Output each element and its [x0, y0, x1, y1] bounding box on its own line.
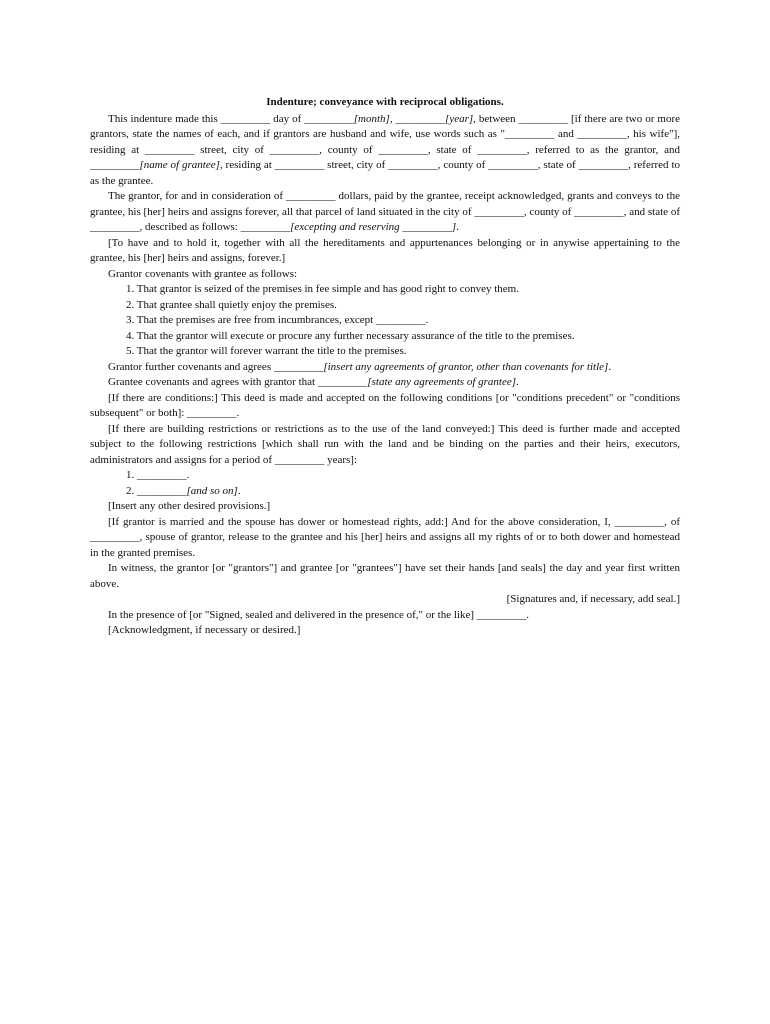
covenant-item: 4. That the grantor will execute or procure any further necessary assurance of the title to the premises. [126, 329, 575, 342]
covenant-item: 2. That grantee shall quietly enjoy the premises. [126, 298, 337, 311]
dower-paragraph: [If grantor is married and the spouse has dower or homestead rights, add:] And for the above consideration, I, _________, of _________, spouse of grantor, release to the grantee and his [her] heirs and assigns all my rights of or to both dower and homestead in the granted premises. [90, 515, 680, 559]
intro-text-3: , between _________ [if there are two or more grantors, state the names of each, and if grantors are husband and wife, use words such as "_________ and _________, his wife"], residing at _________ street, city of _________, county of _________, state of _________, referred to as the grantor, and _________ [90, 112, 680, 171]
other-provisions-paragraph: [Insert any other desired provisions.] [108, 500, 271, 512]
grantor-further-end: . [608, 360, 612, 373]
grantor-further-paragraph [90, 360, 680, 376]
restriction-item-italic: [and so on] [186, 484, 238, 497]
intro-year: [year] [445, 112, 474, 125]
grantee-covenants-italic: [state any agreements of grantee] [367, 376, 517, 388]
intro-text-2: , _________ [389, 112, 446, 125]
covenant-item: 3. That the premises are free from incumbrances, except _________. [126, 314, 429, 326]
grant-paragraph [90, 189, 680, 236]
grantor-further-italic: [insert any agreements of grantor, other than covenants for title] [323, 360, 609, 373]
grantor-further-text: Grantor further covenants and agrees _________ [108, 360, 324, 373]
intro-text-1: This indenture made this _________ day of _________ [108, 112, 354, 125]
grantee-covenants-end: . [516, 376, 519, 388]
acknowledgment-paragraph: [Acknowledgment, if necessary or desired.] [108, 624, 301, 636]
restriction-item-text: 2. _________ [126, 484, 187, 497]
presence-paragraph: In the presence of [or "Signed, sealed and delivered in the presence of," or the like] _________. [108, 608, 530, 621]
grantee-covenants-paragraph [90, 375, 680, 391]
covenant-item: 5. That the grantor will forever warrant the title to the premises. [126, 345, 407, 357]
habendum-paragraph: [To have and to hold it, together with all the hereditaments and appurtenances belonging or in anywise appertaining to the grantee, his [her] heirs and assigns, forever.] [90, 236, 680, 264]
grant-text-1: The grantor, for and in consideration of _________ dollars, paid by the grantee, receipt acknowledged, grants and conveys to the grantee, his [her] heirs and assigns forever, all that parcel of land situated in the city of _________, county of _________, and state of _________, described as follows: _________ [90, 190, 680, 233]
document-title: Indenture; conveyance with reciprocal obligations. [266, 96, 504, 108]
intro-grantee-name: [name of grantee] [139, 159, 220, 171]
restriction-item [90, 484, 680, 500]
conditions-paragraph: [If there are conditions:] This deed is made and accepted on the following conditions [or "conditions precedent" or "conditions subsequent" or both]: _________. [90, 391, 680, 419]
intro-text-4: , residing at _________ street, city of _________, county of _________, state of _________, referred to as the grantee. [90, 159, 681, 187]
signatures-line: [Signatures and, if necessary, add seal.] [506, 593, 680, 605]
restrictions-paragraph: [If there are building restrictions or restrictions as to the use of the land conveyed:] This deed is further made and accepted subject to the following restrictions [which shall run with the land and be binding on the parties and their heirs, executors, administrators and assigns for a period of _________ years]: [90, 422, 680, 466]
restriction-item: 1. _________. [126, 469, 190, 481]
covenants-intro: Grantor covenants with grantee as follows: [108, 267, 298, 280]
intro-month: [month] [353, 112, 390, 125]
restriction-item-end: . [237, 484, 241, 497]
grant-excepting: [excepting and reserving _________] [290, 221, 457, 233]
grant-text-2: . [456, 221, 459, 233]
witness-paragraph: In witness, the grantor [or "grantors"] and grantee [or "grantees"] have set their hands [and seals] the day and year first written above. [90, 562, 680, 590]
document-page [90, 95, 680, 639]
grantee-covenants-text: Grantee covenants and agrees with grantor that _________ [108, 376, 368, 388]
covenant-item: 1. That grantor is seized of the premises in fee simple and has good right to convey them. [126, 283, 519, 295]
intro-paragraph [90, 112, 680, 190]
